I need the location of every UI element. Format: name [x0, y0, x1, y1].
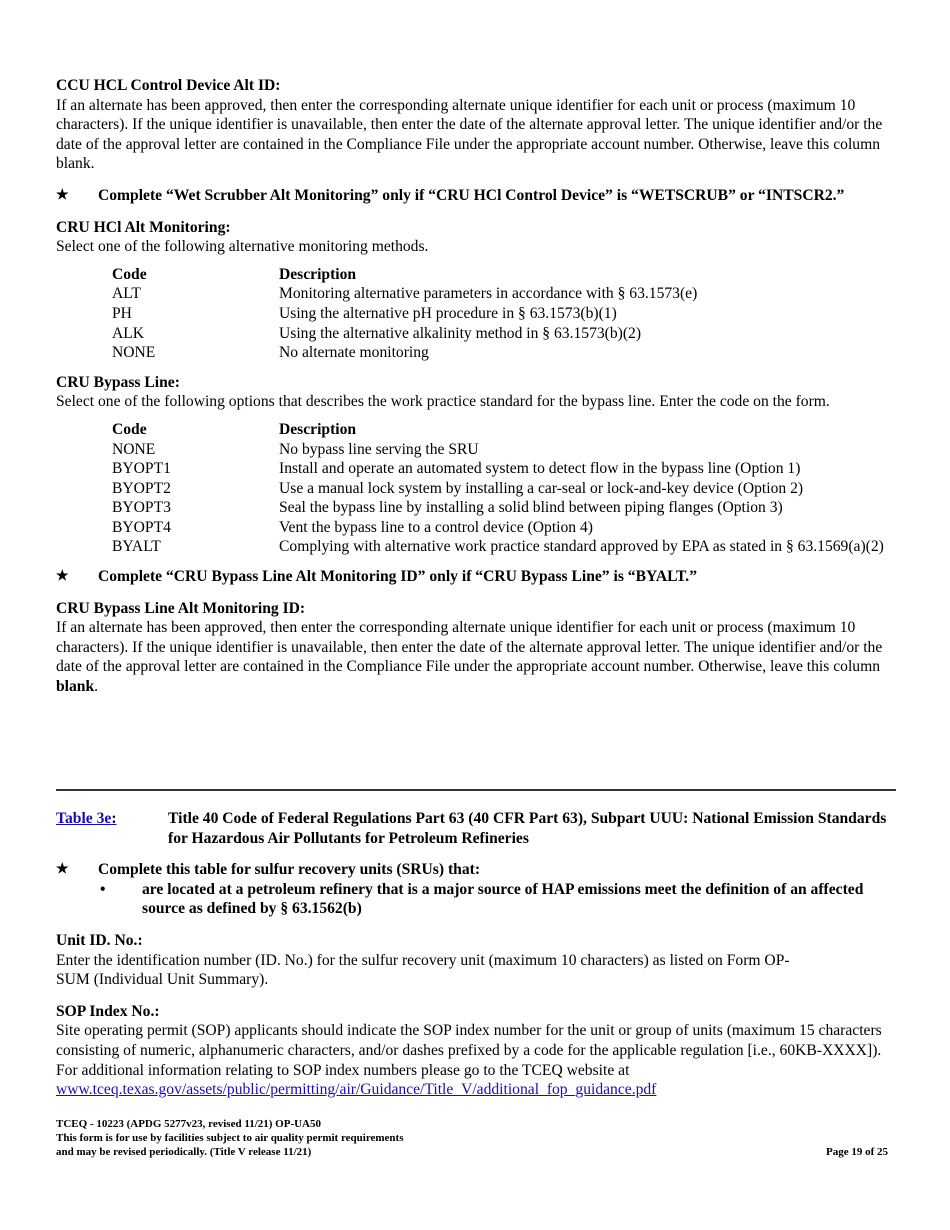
section-sop-index — [56, 1002, 896, 1100]
section-heading: CRU HCl Alt Monitoring: — [56, 218, 231, 236]
code-cell: BYOPT3 — [112, 499, 171, 517]
page-content — [56, 76, 896, 709]
code-cell: NONE — [112, 344, 156, 362]
instruction-text: Complete this table for sulfur recovery units (SRUs) that: — [98, 861, 481, 879]
section-cru-hcl-alt-monitoring — [56, 218, 896, 363]
description-cell: Use a manual lock system by installing a car-seal or lock-and-key device (Option 2) — [279, 479, 804, 497]
description-cell: Seal the bypass line by installing a solid blind between piping flanges (Option 3) — [279, 499, 783, 517]
body-text: If an alternate has been approved, then enter the corresponding alternate unique identifier for each unit or process (maximum 10 characters). If the unique identifier is unavailable, then enter the date of the alternate approval letter. The unique identifier and/or the date of the approval letter are contained in the Compliance File under the appropriate account number. Otherwise, leave this column — [56, 619, 883, 676]
table-link-colon: : — [111, 810, 117, 827]
footer-note-1: This form is for use by facilities subject to air quality permit requirements — [56, 1132, 404, 1144]
table-header — [112, 420, 896, 440]
code-cell: ALK — [112, 324, 145, 342]
description-cell: Using the alternative pH procedure in § 63.1573(b)(1) — [279, 304, 617, 322]
column-header-description: Description — [279, 265, 357, 283]
table-row — [112, 324, 896, 344]
description-cell: Install and operate an automated system to detect flow in the bypass line (Option 1) — [279, 460, 801, 478]
table-row — [112, 284, 896, 304]
table-3e-section — [56, 809, 896, 1100]
table-row — [112, 304, 896, 324]
table-row — [112, 498, 896, 518]
table-header — [112, 265, 896, 285]
body-end: . — [94, 678, 99, 696]
section-unit-id — [56, 931, 896, 990]
bullet-icon: • — [100, 880, 106, 898]
code-cell: ALT — [112, 285, 141, 303]
page-number: Page 19 of 25 — [825, 1146, 888, 1158]
star-icon: ★ — [56, 187, 69, 203]
list-item — [56, 880, 896, 919]
star-icon: ★ — [56, 862, 69, 878]
description-cell: Vent the bypass line to a control device (Option 4) — [279, 518, 593, 536]
table-row — [112, 459, 896, 479]
table-row — [112, 518, 896, 538]
description-cell: Complying with alternative work practice standard approved by EPA as stated in § 63.1569(a)(2) — [279, 538, 884, 556]
section-intro: Select one of the following alternative monitoring methods. — [56, 238, 429, 256]
table-title-text: Title 40 Code of Federal Regulations Part 63 (40 CFR Part 63), Subpart UUU: National Emission Standards for Hazardous Air Pollutants for Petroleum Refineries — [168, 810, 887, 847]
table-3e-link[interactable] — [56, 809, 168, 848]
section-ccu-hcl-alt-id — [56, 76, 896, 174]
section-cru-bypass-alt-monitoring-id — [56, 599, 896, 697]
column-header-code: Code — [112, 265, 147, 283]
code-cell: BYALT — [112, 538, 161, 556]
section-cru-bypass-line — [56, 373, 896, 557]
table-row — [112, 343, 896, 363]
code-table — [112, 265, 896, 363]
code-cell: NONE — [112, 440, 156, 458]
section-heading: CRU Bypass Line: — [56, 373, 180, 391]
description-cell: No alternate monitoring — [279, 344, 429, 362]
page-footer — [56, 1117, 888, 1159]
star-icon: ★ — [56, 569, 69, 585]
instruction-text: Complete “Wet Scrubber Alt Monitoring” only if “CRU HCl Control Device” is “WETSCRUB” or “INTSCR2.” — [98, 186, 845, 204]
section-heading: CCU HCL Control Device Alt ID: — [56, 77, 281, 94]
table-link-text[interactable]: Table 3e — [56, 810, 112, 827]
code-table — [112, 420, 896, 557]
code-cell: PH — [112, 304, 132, 322]
section-heading: SOP Index No.: — [56, 1002, 160, 1020]
section-body — [56, 1021, 896, 1099]
footer-note-2: and may be revised periodically. (Title V release 11/21) — [56, 1146, 312, 1158]
code-cell: BYOPT2 — [112, 479, 171, 497]
column-header-code: Code — [112, 420, 147, 438]
section-body — [56, 618, 896, 696]
table-row — [112, 537, 896, 557]
body-text: Site operating permit (SOP) applicants should indicate the SOP index number for the unit or group of units (maximum 15 characters consisting of numeric, alphanumeric characters, and/or dashes prefixed by a code for the applicable regulation [i.e., 60KB-XXXX]). For additional information relating to SOP index numbers please go to the TCEQ website at — [56, 1022, 882, 1079]
section-intro: Select one of the following options that describes the work practice standard for the bypass line. Enter the code on the form. — [56, 393, 830, 411]
table-row — [112, 479, 896, 499]
section-body: Enter the identification number (ID. No.) for the sulfur recovery unit (maximum 10 characters) as listed on Form OP-SUM (Individual Unit Summary). — [56, 951, 790, 989]
section-heading: CRU Bypass Line Alt Monitoring ID: — [56, 599, 306, 617]
body-bold-text: blank — [56, 678, 95, 696]
instruction-note — [56, 186, 896, 206]
table-title — [56, 809, 896, 848]
column-header-description: Description — [279, 420, 357, 438]
description-cell: Using the alternative alkalinity method in § 63.1573(b)(2) — [279, 324, 642, 342]
description-cell: No bypass line serving the SRU — [279, 440, 479, 458]
table-row — [112, 440, 896, 460]
section-body: If an alternate has been approved, then enter the corresponding alternate unique identifier for each unit or process (maximum 10 characters). If the unique identifier is unavailable, then enter the date of the alternate approval letter. The unique identifier and/or the date of the approval letter are contained in the Compliance File under the appropriate account number. Otherwise, leave this column blank. — [56, 96, 883, 173]
footer-form-id: TCEQ - 10223 (APDG 5277v23, revised 11/21) OP-UA50 — [56, 1118, 322, 1130]
list-item-text: are located at a petroleum refinery that is a major source of HAP emissions meet the definition of an affected source as defined by § 63.1562(b) — [142, 880, 864, 918]
guidance-url-link[interactable]: www.tceq.texas.gov/assets/public/permitting/air/Guidance/Title_V/additional_fop_guidance.pdf — [56, 1081, 657, 1099]
section-divider — [56, 789, 896, 791]
instruction-text: Complete “CRU Bypass Line Alt Monitoring ID” only if “CRU Bypass Line” is “BYALT.” — [98, 568, 697, 586]
instruction-note — [56, 567, 896, 587]
instruction-note — [56, 860, 896, 880]
description-cell: Monitoring alternative parameters in accordance with § 63.1573(e) — [279, 285, 698, 303]
section-heading: Unit ID. No.: — [56, 931, 143, 949]
code-cell: BYOPT1 — [112, 460, 171, 478]
code-cell: BYOPT4 — [112, 518, 171, 536]
